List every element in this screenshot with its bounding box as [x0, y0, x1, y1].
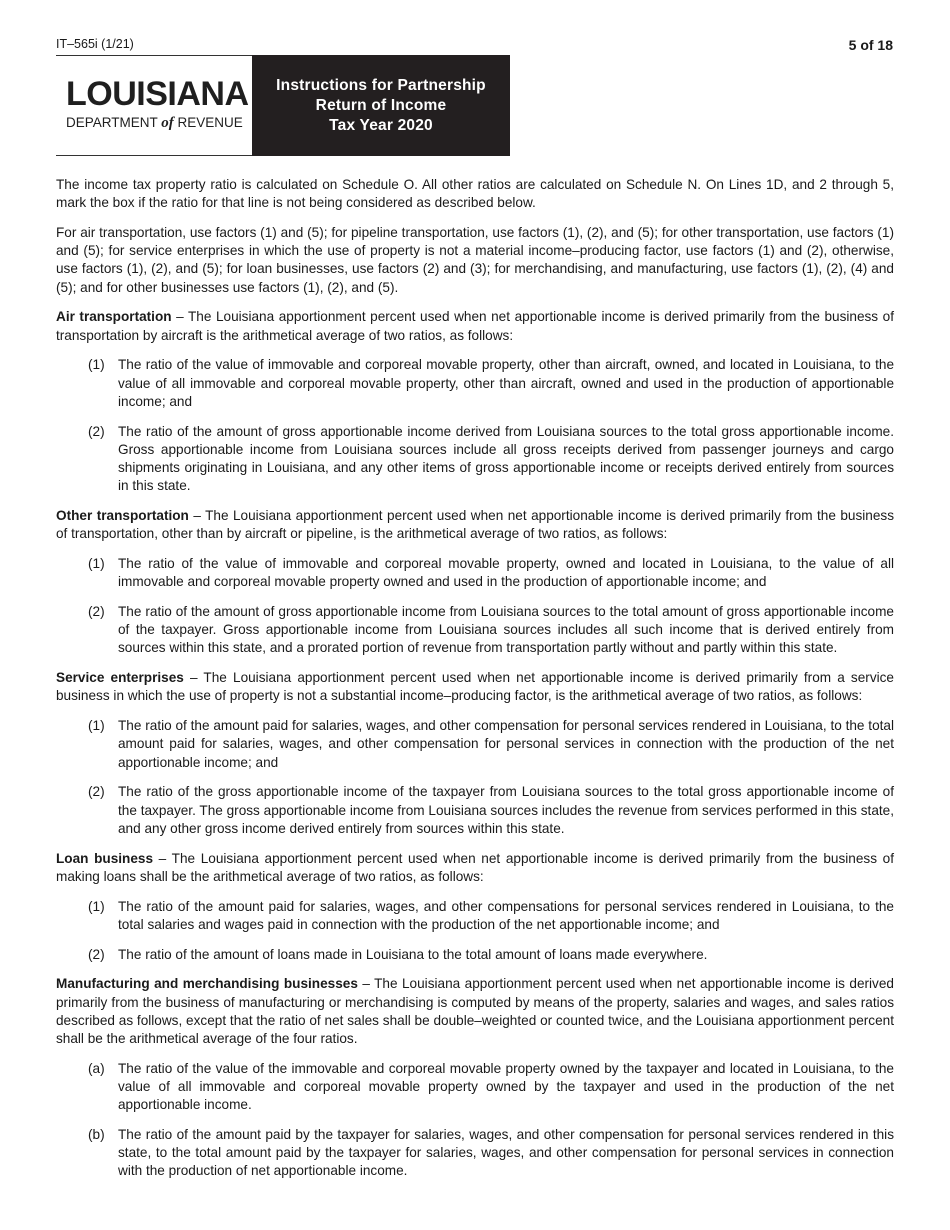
intro-paragraph: For air transportation, use factors (1) and (5); for pipeline transportation, use factors (1), (2), and (5); for other transportation, use factors (1) and (5); for service enterprises in which the use of property is not a material income–producing factor, use factors (1) and (2), otherwise, use factors (1), (2), and (5); for loan businesses, use factors (2) and (3); for merchandising, and manufacturing, use factors (1), (2), (4) and (5); and for other businesses use factors (1), (2), and (5).: [56, 225, 894, 295]
item-number: (1): [88, 898, 105, 914]
section-heading: Service enterprises: [56, 670, 184, 686]
item-text: The ratio of the value of immovable and corporeal movable property, owned and located in Louisiana, to the value of all immovable and corporeal movable property owned and used in the production of apportionable income; and: [118, 556, 894, 590]
form-id: IT–565i (1/21): [56, 37, 134, 51]
item-number: (2): [88, 604, 105, 620]
divider: [56, 155, 252, 156]
list-item: [56, 1060, 894, 1115]
item-text: The ratio of the amount paid for salaries, wages, and other compensations for personal services rendered in Louisiana, to the total salaries and wages paid in connection with the production of the net apportionable income; and: [118, 898, 894, 932]
louisiana-revenue-logo: [56, 55, 252, 156]
item-number: (2): [88, 423, 105, 439]
item-number: (a): [88, 1060, 105, 1076]
title-line: Tax Year 2020: [329, 116, 433, 134]
section-loan-business: [56, 850, 894, 886]
instructions-body: [56, 176, 894, 1192]
item-number: (2): [88, 946, 105, 962]
section-text: – The Louisiana apportionment percent used when net apportionable income is derived primarily from the business of transportation, other than by aircraft or pipeline, is the arithmetical average of two ratios, as follows:: [56, 508, 894, 542]
item-number: (1): [88, 357, 105, 373]
title-line: Instructions for Partnership: [276, 76, 486, 94]
section-text: – The Louisiana apportionment percent used when net apportionable income is derived primarily from the business of transportation by aircraft is the arithmetical average of two ratios, as follows:: [56, 309, 894, 343]
item-text: The ratio of the gross apportionable income of the taxpayer from Louisiana sources to the total gross apportionable income of the taxpayer. The gross apportionable income from Louisiana sources includes the revenue from services performed in this state, and any other gross income derived entirely from sources within this state.: [118, 784, 894, 836]
list-item: [56, 555, 894, 591]
list-item: [56, 717, 894, 772]
item-number: (2): [88, 784, 105, 800]
section-heading: Manufacturing and merchandising businesses: [56, 976, 358, 992]
section-text: – The Louisiana apportionment percent used when net apportionable income is derived primarily from the business of manufacturing or merchandising is computed by means of the property, salaries and wages, and sales ratios described as follows, except that the ratio of net sales shall be double–weighted or counted twice, and the Louisiana apportionment percent shall be the arithmetical average of the four ratios.: [56, 976, 894, 1047]
document-title: [252, 55, 510, 156]
list-item: [56, 1126, 894, 1181]
item-number: (b): [88, 1127, 105, 1143]
item-text: The ratio of the amount of loans made in Louisiana to the total amount of loans made everywhere.: [118, 946, 708, 962]
list-item: [56, 898, 894, 934]
logo-dept-pre: DEPARTMENT: [66, 115, 162, 130]
item-text: The ratio of the amount paid for salaries, wages, and other compensation for personal services rendered in Louisiana, to the total amount paid for salaries, wages, and other compensation for personal services in connection with the production of the net apportionable income; and: [118, 718, 894, 770]
section-text: – The Louisiana apportionment percent used when net apportionable income is derived primarily from a service business in which the use of property is not a substantial income–producing factor, is the arithmetical average of two ratios, as follows:: [56, 670, 894, 704]
list-item: [56, 783, 894, 838]
section-heading: Air transportation: [56, 309, 172, 325]
logo-dept-of: of: [161, 115, 174, 131]
list-item: [56, 946, 894, 964]
list-item: [56, 356, 894, 411]
item-text: The ratio of the amount paid by the taxpayer for salaries, wages, and other compensation for personal services rendered in this state, to the total amount paid by the taxpayer for salaries, wages, and other compensation for personal services in connection with the production of net apportionable income.: [118, 1127, 894, 1179]
section-manufacturing: [56, 975, 894, 1048]
section-heading: Other transportation: [56, 508, 189, 524]
logo-state: LOUISIANA: [66, 75, 249, 113]
title-line: Return of Income: [315, 96, 447, 114]
logo-dept-post: REVENUE: [173, 115, 243, 130]
logo-department: [66, 115, 243, 132]
list-item: [56, 603, 894, 658]
section-text: – The Louisiana apportionment percent used when net apportionable income is derived primarily from the business of making loans shall be the arithmetical average of two ratios, as follows:: [56, 850, 894, 884]
item-number: (1): [88, 556, 105, 572]
intro-paragraph: The income tax property ratio is calculated on Schedule O. All other ratios are calculated on Schedule N. On Lines 1D, and 2 through 5, mark the box if the ratio for that line is not being considered as described below.: [56, 177, 894, 211]
item-text: The ratio of the amount of gross apportionable income from Louisiana sources to the total amount of gross apportionable income of the taxpayer. Gross apportionable income from Louisiana sources includes all such income that is derived entirely from sources within this state, and a prorated portion of revenue from transportation partly without and partly within this state.: [118, 604, 894, 656]
section-air-transportation: [56, 308, 894, 344]
list-item: [56, 423, 894, 496]
item-number: (1): [88, 718, 105, 734]
item-text: The ratio of the value of the immovable and corporeal movable property owned by the taxpayer and located in Louisiana, to the value of all immovable and corporeal movable property owned by the taxpayer and used in the production of the net apportionable income.: [118, 1060, 894, 1113]
page-number: 5 of 18: [848, 37, 893, 53]
section-other-transportation: [56, 507, 894, 543]
item-text: The ratio of the amount of gross apportionable income derived from Louisiana sources to the total gross apportionable income. Gross apportionable income from Louisiana sources include all gross receipts derived from passenger journeys and cargo shipments originating in Louisiana, and any other items of gross apportionable income or receipts derived entirely from sources in this state.: [118, 423, 894, 494]
section-service-enterprises: [56, 669, 894, 705]
item-text: The ratio of the value of immovable and corporeal movable property, other than aircraft, owned, and located in Louisiana, to the value of all immovable and corporeal movable property, other than aircraft, owned and used in the production of apportionable income; and: [118, 357, 894, 409]
header-banner: [56, 55, 510, 156]
section-heading: Loan business: [56, 850, 154, 866]
